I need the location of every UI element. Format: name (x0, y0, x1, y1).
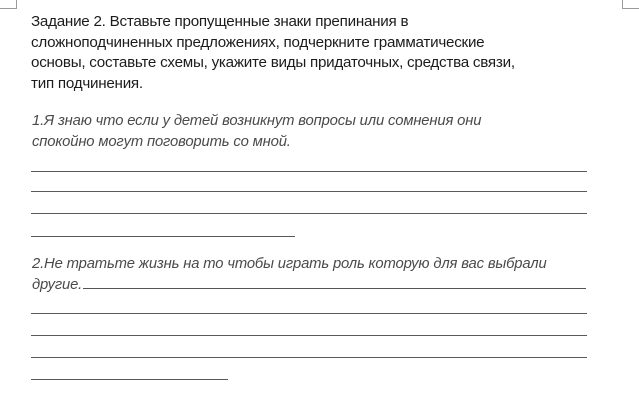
corner-mark-left (0, 0, 17, 9)
answer-line-2-2[interactable] (31, 335, 587, 336)
answer-line-2-4[interactable] (31, 379, 228, 380)
corner-mark-right (622, 0, 639, 9)
task-instructions (31, 12, 621, 94)
sentence-1-line-1: 1.Я знаю что если у детей возникнут вопросы или сомнения они (32, 113, 482, 129)
sentence-2-line-2-text: другие. (32, 277, 83, 293)
answer-line-1-2[interactable] (31, 191, 587, 192)
answer-line-2-0[interactable] (83, 275, 586, 289)
sentence-2 (32, 254, 586, 296)
sentence-2-line-2 (32, 275, 586, 296)
task-line-4: тип подчинения. (31, 74, 143, 92)
answer-line-1-3[interactable] (31, 213, 587, 214)
task-line-3: основы, составьте схемы, укажите виды придаточных, средства связи, (31, 54, 515, 71)
sentence-2-line-1: 2.Не тратьте жизнь на то чтобы играть роль которую для вас выбрали (32, 256, 547, 272)
answer-line-1-4[interactable] (31, 236, 295, 237)
sentence-1-line-2: спокойно могут поговорить со мной. (32, 134, 291, 150)
answer-line-2-1[interactable] (31, 313, 587, 314)
task-line-2: сложноподчиненных предложениях, подчеркните грамматические (31, 33, 485, 51)
sentence-1 (32, 111, 481, 153)
answer-line-2-3[interactable] (31, 357, 587, 358)
task-line-1: Задание 2. Вставьте пропущенные знаки препинания в (31, 13, 409, 30)
answer-line-1-1[interactable] (31, 171, 587, 172)
